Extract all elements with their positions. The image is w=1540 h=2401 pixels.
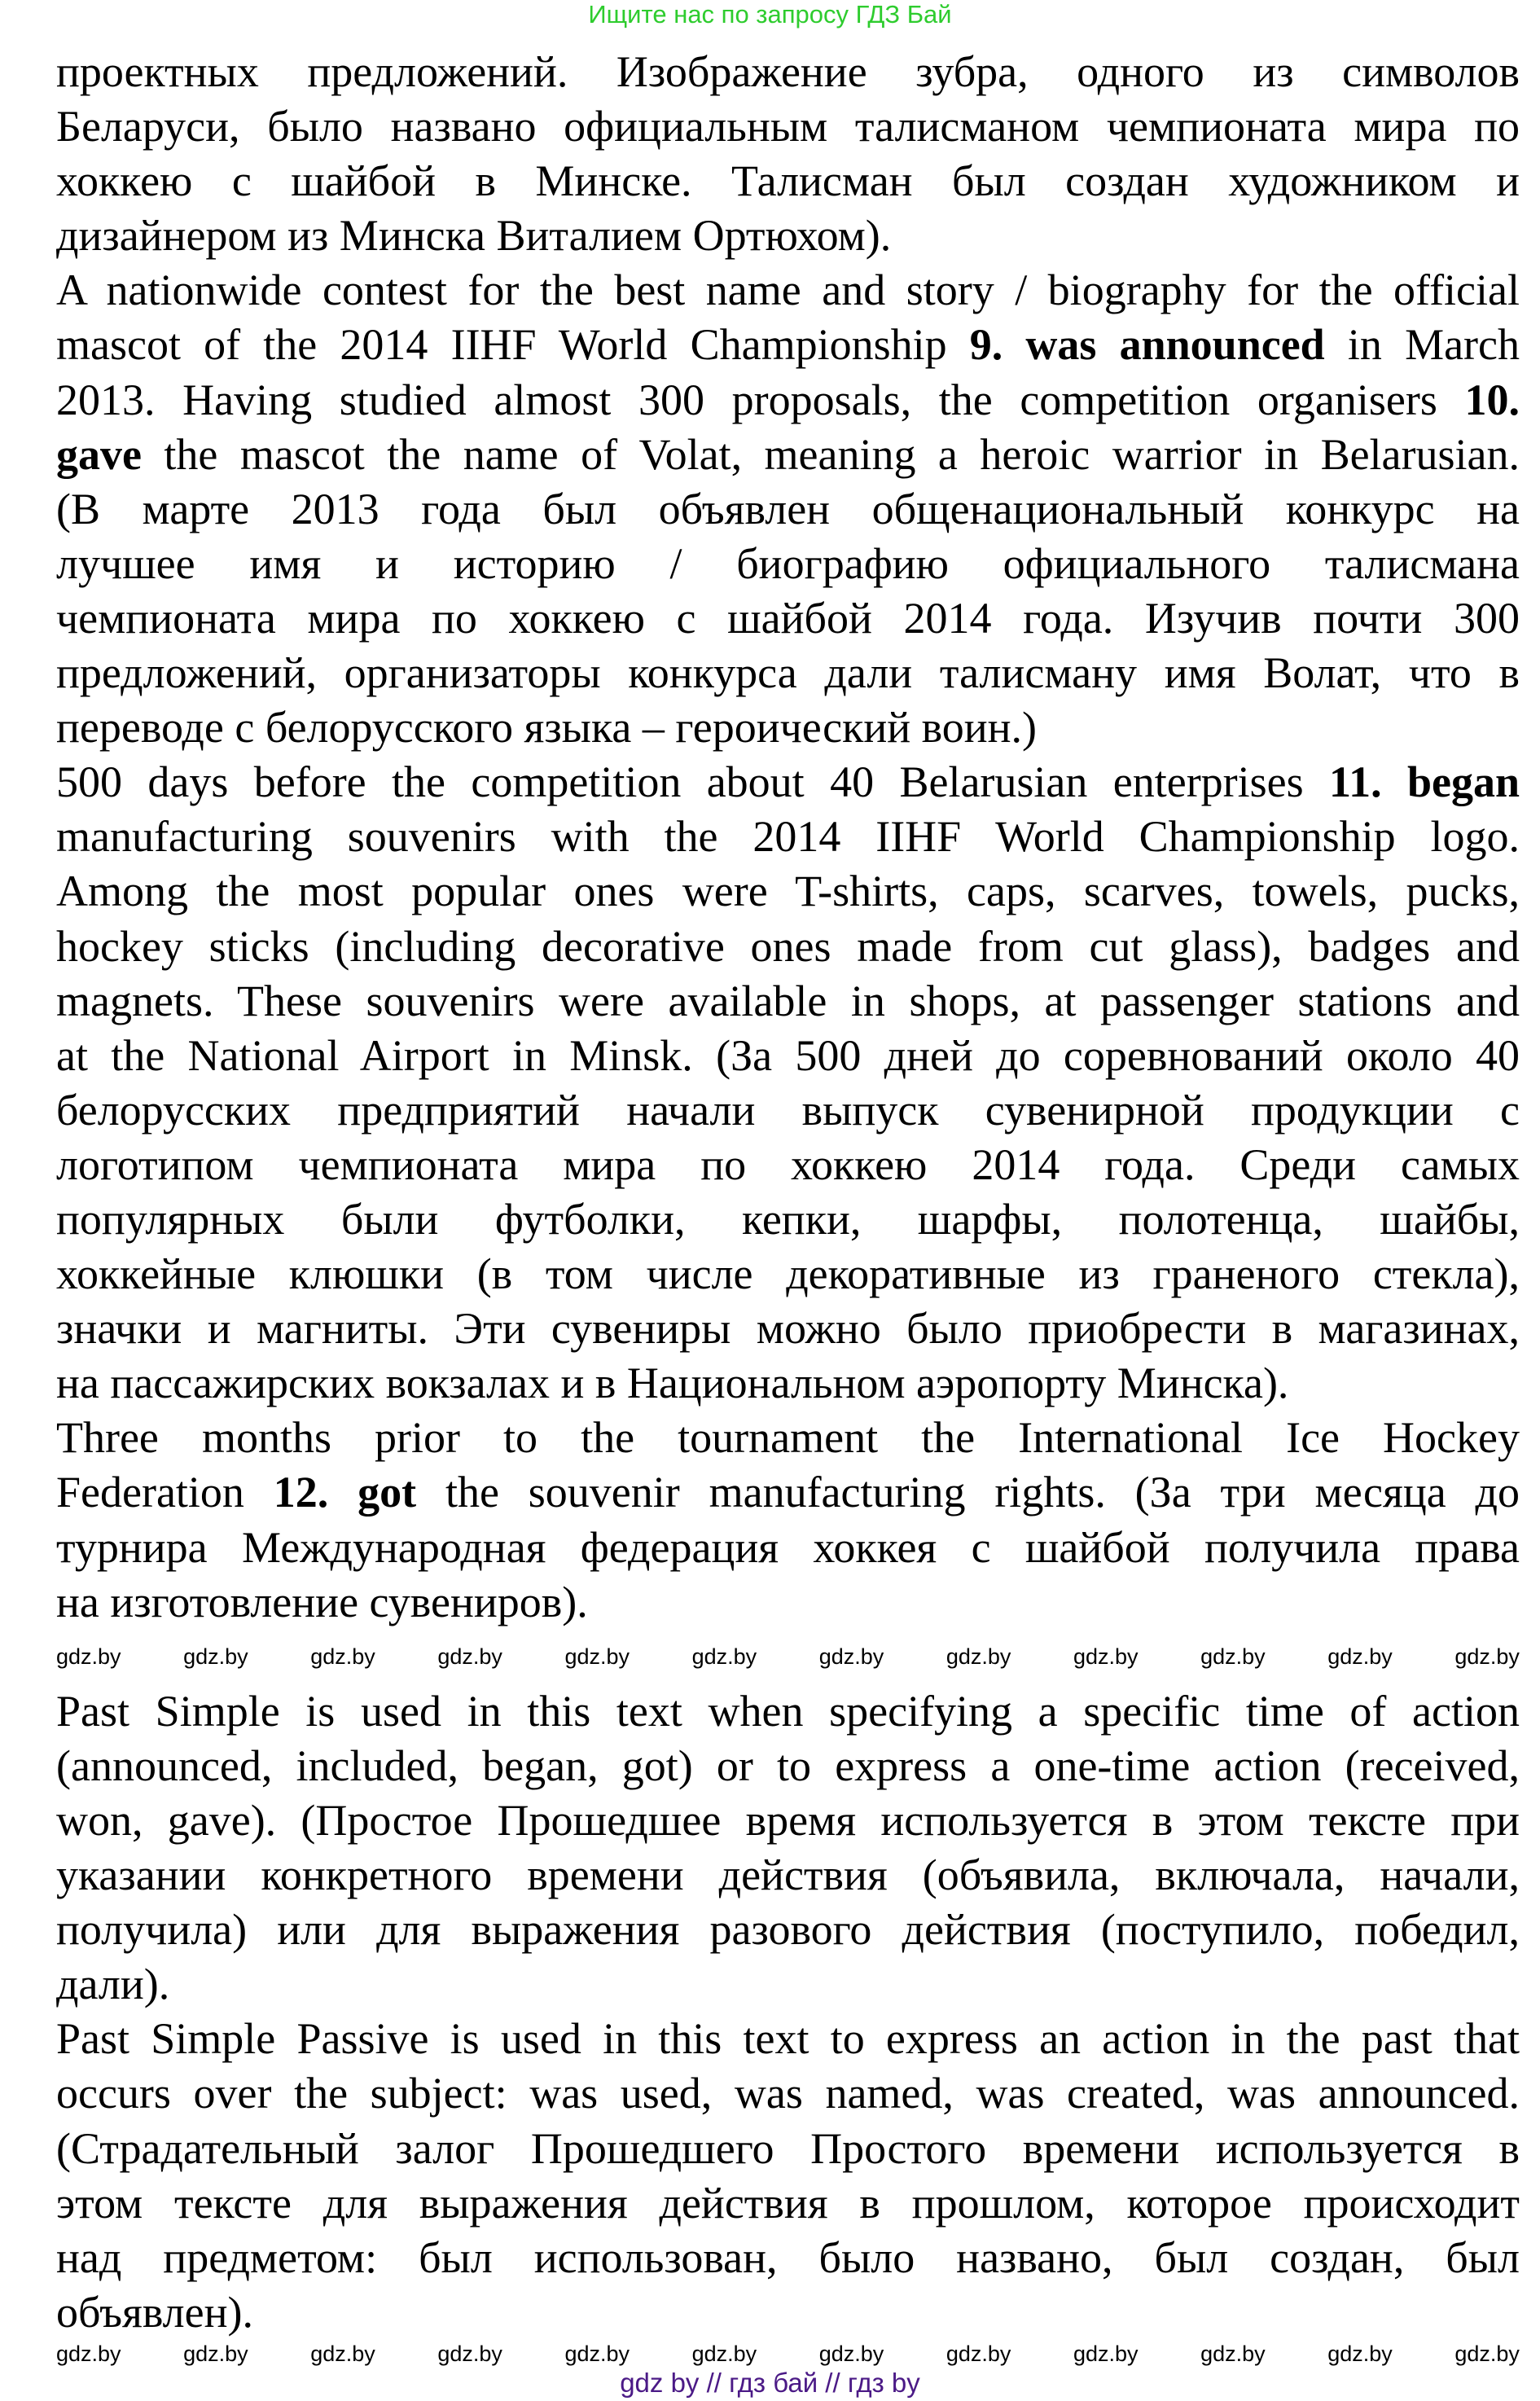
- text-line: [56, 99, 1520, 154]
- search-banner: Ищите нас по запросу ГДЗ Бай: [588, 0, 952, 29]
- text-line: [56, 2231, 1520, 2285]
- text-line: [56, 1301, 1520, 1356]
- text-line: [56, 2122, 1520, 2176]
- watermark: gdz.by: [818, 1644, 884, 1669]
- text-line: [56, 1192, 1520, 1247]
- text-line-content: [56, 2012, 1520, 2066]
- text-segment: Past Simple is used in this text when specifying a specific time of action: [56, 1686, 1520, 1736]
- text-line-content: [56, 482, 1520, 537]
- text-line-content: [56, 1739, 1520, 1793]
- text-line-content: [56, 1465, 1520, 1520]
- text-segment: hockey sticks (including decorative ones made from cut glass), badges and: [56, 921, 1520, 971]
- text-line-content: [56, 864, 1520, 919]
- watermark-row: [56, 1644, 1520, 1669]
- text-segment: белорусских предприятий начали выпуск сувенирной продукции с: [56, 1085, 1520, 1135]
- text-segment: указании конкретного времени действия (объявила, включала, начали,: [56, 1850, 1520, 1900]
- watermark: gdz.by: [1073, 1644, 1139, 1669]
- text-line-content: [56, 1411, 1520, 1465]
- text-line-content: [56, 646, 1520, 700]
- watermark: gdz.by: [1073, 2342, 1139, 2366]
- text-segment: турнира Международная федерация хоккея с шайбой получила права: [56, 1522, 1520, 1572]
- text-segment: на изготовление сувениров).: [56, 1577, 588, 1626]
- text-line-content: [56, 755, 1520, 810]
- text-segment: над предметом: был использован, было названо, был создан, был: [56, 2232, 1520, 2282]
- text-segment: 2013. Having studied almost 300 proposals, the competition organisers: [56, 375, 1465, 424]
- text-line: [56, 1684, 1520, 1739]
- text-line: [56, 1848, 1520, 1903]
- text-line-content: [56, 810, 1520, 864]
- text-line-content: [56, 1138, 1520, 1192]
- text-line: [56, 482, 1520, 537]
- text-line: [56, 591, 1520, 646]
- text-line: [56, 755, 1520, 810]
- footer-links: gdz by // гдз бай // гдз by: [620, 2368, 920, 2398]
- text-line-content: [56, 1083, 1520, 1138]
- watermark: gdz.by: [437, 1644, 502, 1669]
- text-segment: Among the most popular ones were T-shirts, caps, scarves, towels, pucks,: [56, 867, 1520, 916]
- text-line: [56, 263, 1520, 318]
- text-line: [56, 1083, 1520, 1138]
- text-line: [56, 1793, 1520, 1848]
- text-segment: логотипом чемпионата мира по хоккею 2014 года. Среди самых: [56, 1139, 1520, 1189]
- watermark: gdz.by: [1454, 2342, 1520, 2366]
- text-segment: 500 days before the competition about 40 Belarusian enterprises: [56, 757, 1330, 807]
- text-line-content: [56, 591, 1520, 646]
- watermark: gdz.by: [1454, 1644, 1520, 1669]
- text-segment: переводе с белорусского языка – героический воин.): [56, 703, 1038, 753]
- text-line: [56, 1521, 1520, 1575]
- text-line: [56, 974, 1520, 1029]
- text-segment: (announced, included, began, got) or to express a one-time action (received,: [56, 1740, 1520, 1790]
- text-line-content: [56, 920, 1520, 974]
- text-line: [56, 154, 1520, 208]
- text-line: [56, 1029, 1520, 1083]
- text-line-content: [56, 318, 1520, 372]
- text-line-content: [56, 208, 891, 263]
- text-line-content: [56, 99, 1520, 154]
- text-line-content: [56, 1356, 1288, 1411]
- text-line-content: [56, 2231, 1520, 2285]
- text-line-content: [56, 1575, 588, 1630]
- text-segment: значки и магниты. Эти сувениры можно было приобрести в магазинах,: [56, 1304, 1520, 1354]
- text-segment: дизайнером из Минска Виталием Ортюхом).: [56, 211, 892, 261]
- text-line: [56, 1411, 1520, 1465]
- text-segment: Past Simple Passive is used in this text to express an action in the past that: [56, 2014, 1520, 2064]
- text-segment: на пассажирских вокзалах и в Национальном аэропорту Минска).: [56, 1359, 1289, 1408]
- text-line-content: [56, 154, 1520, 208]
- text-line: [56, 1903, 1520, 1957]
- text-line: [56, 373, 1520, 428]
- text-line: [56, 1356, 1520, 1411]
- text-line: [56, 646, 1520, 700]
- text-segment: популярных были футболки, кепки, шарфы, полотенца, шайбы,: [56, 1194, 1520, 1244]
- text-line-content: [56, 1848, 1520, 1903]
- bold-answer: 11. began: [1329, 757, 1520, 807]
- watermark: gdz.by: [1327, 2342, 1393, 2366]
- text-segment: этом тексте для выражения действия в прошлом, которое происходит: [56, 2178, 1520, 2228]
- text-line-content: [56, 1192, 1520, 1247]
- text-line-content: [56, 428, 1520, 482]
- text-line: [56, 1957, 1520, 2012]
- text-line: [56, 537, 1520, 591]
- text-line: [56, 1247, 1520, 1301]
- text-line-content: [56, 1301, 1520, 1356]
- text-line: [56, 2176, 1520, 2231]
- text-line-content: [56, 1247, 1520, 1301]
- text-segment: чемпионата мира по хоккею с шайбой 2014 года. Изучив почти 300: [56, 593, 1520, 643]
- text-line: [56, 2066, 1520, 2121]
- text-line: [56, 428, 1520, 482]
- watermark: gdz.by: [310, 2342, 375, 2366]
- watermark: gdz.by: [183, 2342, 248, 2366]
- text-segment: получила) или для выражения разового действия (поступило, победил,: [56, 1905, 1520, 1955]
- text-segment: won, gave). (Простое Прошедшее время используется в этом тексте при: [56, 1796, 1520, 1845]
- text-segment: A nationwide contest for the best name and story / biography for the official: [56, 266, 1520, 315]
- document-text: [56, 45, 1520, 2340]
- text-line-content: [56, 1903, 1520, 1957]
- watermark: gdz.by: [1200, 2342, 1266, 2366]
- text-line-content: [56, 2285, 253, 2340]
- text-segment: Беларуси, было названо официальным талисманом чемпионата мира по: [56, 102, 1520, 151]
- text-line-content: [56, 263, 1520, 318]
- bold-answer: 12. got: [273, 1468, 417, 1517]
- watermark: gdz.by: [183, 1644, 248, 1669]
- text-line-content: [56, 1521, 1520, 1575]
- watermark: gdz.by: [818, 2342, 884, 2366]
- text-line: [56, 920, 1520, 974]
- text-line-content: [56, 2066, 1520, 2121]
- text-line: [56, 1575, 1520, 1630]
- text-line: [56, 1138, 1520, 1192]
- text-segment: occurs over the subject: was used, was named, was created, was announced.: [56, 2069, 1520, 2118]
- text-line-content: [56, 537, 1520, 591]
- text-line: [56, 1465, 1520, 1520]
- text-line-content: [56, 45, 1520, 99]
- watermark-row: [56, 2342, 1520, 2366]
- text-line-content: [56, 1793, 1520, 1848]
- text-line-content: [56, 373, 1520, 428]
- text-segment: mascot of the 2014 IIHF World Championship: [56, 320, 970, 370]
- text-segment: at the National Airport in Minsk. (За 500 дней до соревнований около 40: [56, 1030, 1520, 1080]
- text-line-content: [56, 700, 1037, 755]
- text-line-content: [56, 2122, 1520, 2176]
- text-line-content: [56, 1684, 1520, 1739]
- text-line: [56, 864, 1520, 919]
- text-segment: in March: [1324, 320, 1520, 370]
- text-line: [56, 318, 1520, 372]
- text-line-content: [56, 974, 1520, 1029]
- text-line-content: [56, 2176, 1520, 2231]
- text-segment: the mascot the name of Volat, meaning a heroic warrior in Belarusian.: [141, 429, 1520, 479]
- text-segment: magnets. These souvenirs were available in shops, at passenger stations and: [56, 976, 1520, 1025]
- bold-answer: gave: [56, 429, 142, 479]
- text-segment: хоккейные клюшки (в том числе декоративные из граненого стекла),: [56, 1249, 1520, 1299]
- text-segment: проектных предложений. Изображение зубра, одного из символов: [56, 47, 1520, 96]
- watermark: gdz.by: [691, 1644, 757, 1669]
- text-line: [56, 810, 1520, 864]
- text-segment: объявлен).: [56, 2287, 253, 2337]
- text-line: [56, 45, 1520, 99]
- watermark: gdz.by: [564, 1644, 630, 1669]
- text-segment: the souvenir manufacturing rights. (За три месяца до: [416, 1468, 1520, 1517]
- watermark: gdz.by: [437, 2342, 502, 2366]
- bold-answer: 9. was announced: [969, 320, 1325, 370]
- watermark: gdz.by: [1327, 1644, 1393, 1669]
- watermark: gdz.by: [945, 2342, 1011, 2366]
- text-segment: дали).: [56, 1960, 170, 2009]
- text-segment: лучшее имя и историю / биографию официального талисмана: [56, 538, 1520, 588]
- watermark: gdz.by: [56, 1644, 121, 1669]
- text-segment: manufacturing souvenirs with the 2014 IIHF World Championship logo.: [56, 812, 1520, 862]
- watermark: gdz.by: [1200, 1644, 1266, 1669]
- text-line: [56, 700, 1520, 755]
- text-segment: (Страдательный залог Прошедшего Простого времени используется в: [56, 2123, 1520, 2173]
- watermark: gdz.by: [945, 1644, 1011, 1669]
- watermark: gdz.by: [564, 2342, 630, 2366]
- bold-answer: 10.: [1464, 375, 1520, 424]
- text-segment: Federation: [56, 1468, 274, 1517]
- text-line: [56, 2285, 1520, 2340]
- text-line-content: [56, 1957, 169, 2012]
- text-segment: Three months prior to the tournament the International Ice Hockey: [56, 1413, 1520, 1463]
- text-line: [56, 1739, 1520, 1793]
- text-segment: предложений, организаторы конкурса дали талисману имя Волат, что в: [56, 648, 1520, 698]
- text-line-content: [56, 1029, 1520, 1083]
- watermark: gdz.by: [56, 2342, 121, 2366]
- watermark: gdz.by: [691, 2342, 757, 2366]
- text-segment: (В марте 2013 года был объявлен общенациональный конкурс на: [56, 484, 1520, 533]
- watermark: gdz.by: [310, 1644, 375, 1669]
- text-segment: хоккею с шайбой в Минске. Талисман был создан художником и: [56, 156, 1520, 206]
- text-line: [56, 208, 1520, 263]
- text-line: [56, 2012, 1520, 2066]
